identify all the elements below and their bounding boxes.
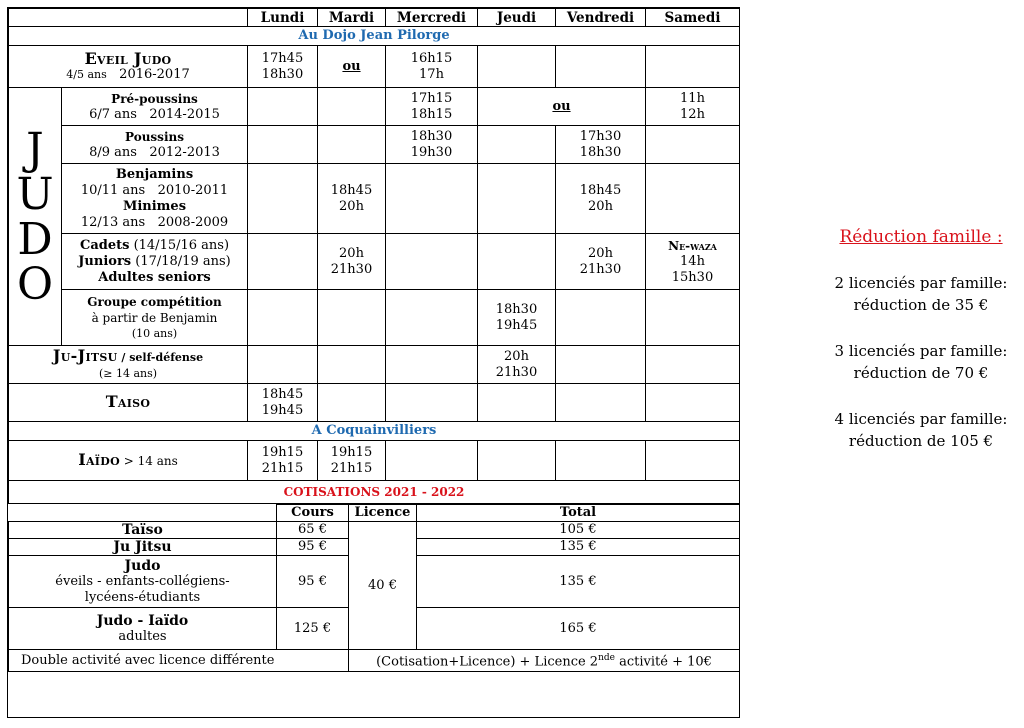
prepoussins-mardi — [318, 88, 386, 126]
competition-label — [62, 290, 248, 346]
minimes-name: Minimes — [122, 198, 187, 214]
competition-mardi — [318, 290, 386, 346]
benjamins-vendredi-end: 20h — [588, 198, 613, 214]
header-blank — [9, 9, 248, 27]
eveil-or: ou — [342, 58, 361, 74]
cadets-mardi — [318, 234, 386, 290]
cadets-name: Cadets — [79, 237, 130, 253]
minimes-age: 12/13 ans — [80, 214, 146, 230]
newaza-start: 14h — [680, 253, 705, 269]
iaido-samedi — [646, 441, 740, 481]
reduction-item-2 — [818, 272, 1024, 316]
fees-col-cours: Cours — [277, 505, 349, 522]
taiso-jeudi — [478, 384, 556, 422]
taiso-mercredi — [386, 384, 478, 422]
eveil-years: 2016-2017 — [119, 66, 190, 82]
family-reduction — [818, 226, 1024, 476]
poussins-vendredi-end: 18h30 — [579, 144, 622, 160]
poussins-jeudi — [478, 126, 556, 164]
newaza-end: 15h30 — [671, 269, 714, 285]
jujitsu-vendredi — [556, 346, 646, 384]
prepoussins-label — [62, 88, 248, 126]
benjamins-age: 10/11 ans — [80, 182, 146, 198]
header-mercredi: Mercredi — [386, 9, 478, 27]
prepoussins-name: Pré-poussins — [111, 91, 198, 106]
iaido-mardi-start: 19h15 — [330, 444, 373, 460]
fees-table — [8, 504, 740, 672]
fees-judo-total: 135 € — [417, 556, 740, 608]
prepoussins-samedi-start: 11h — [680, 90, 705, 106]
reduction-3-line1: 3 licenciés par famille: — [834, 342, 1008, 360]
fees-licence: 40 € — [349, 522, 417, 650]
poussins-vendredi — [556, 126, 646, 164]
fees-row-taiso — [9, 522, 740, 539]
location-coquainvilliers: A Coquainvilliers — [9, 422, 740, 441]
jujitsu-samedi — [646, 346, 740, 384]
eveil-label — [9, 46, 248, 88]
cadets-mardi-end: 21h30 — [330, 261, 373, 277]
header-vendredi: Vendredi — [556, 9, 646, 27]
iaido-lundi-end: 21h15 — [261, 460, 304, 476]
competition-lundi — [248, 290, 318, 346]
jujitsu-age: (≥ 14 ans) — [98, 366, 158, 380]
cadets-mercredi — [386, 234, 478, 290]
poussins-mardi — [318, 126, 386, 164]
judo-vertical-label — [9, 88, 62, 346]
prepoussins-samedi-end: 12h — [680, 106, 705, 122]
benjamins-mardi-start: 18h45 — [330, 182, 373, 198]
fees-double-label: Double activité avec licence différente — [9, 650, 349, 672]
prepoussins-years: 2014-2015 — [149, 106, 220, 122]
taiso-lundi — [248, 384, 318, 422]
fees-taiso-total: 105 € — [417, 522, 740, 539]
reduction-item-4 — [818, 408, 1024, 452]
jujitsu-jeudi-start: 20h — [504, 348, 529, 364]
competition-jeudi-start: 18h30 — [495, 301, 538, 317]
benjamins-mardi-end: 20h — [339, 198, 364, 214]
row-competition — [9, 290, 740, 346]
cadets-vendredi — [556, 234, 646, 290]
fees-header-blank — [9, 505, 277, 522]
competition-mercredi — [386, 290, 478, 346]
judo-letter-d: D — [17, 213, 53, 265]
eveil-mercredi-end: 17h — [419, 66, 444, 82]
minimes-years: 2008-2009 — [157, 214, 229, 230]
cadets-label — [62, 234, 248, 290]
iaido-vendredi — [556, 441, 646, 481]
jujitsu-sub: / self-défense — [117, 350, 204, 364]
eveil-lundi — [248, 46, 318, 88]
taiso-samedi — [646, 384, 740, 422]
header-samedi: Samedi — [646, 9, 740, 27]
taiso-vendredi — [556, 384, 646, 422]
prepoussins-lundi — [248, 88, 318, 126]
header-jeudi: Jeudi — [478, 9, 556, 27]
fees-double-formula-sup: nde — [598, 653, 615, 664]
iaido-mardi — [318, 441, 386, 481]
poussins-lundi — [248, 126, 318, 164]
jujitsu-mardi — [318, 346, 386, 384]
eveil-mercredi — [386, 46, 478, 88]
fees-judo-iaido-cours: 125 € — [277, 608, 349, 650]
header-lundi: Lundi — [248, 9, 318, 27]
prepoussins-age: 6/7 ans — [89, 106, 137, 122]
newaza-title: Ne-waza — [668, 238, 717, 253]
reduction-2-line1: 2 licenciés par famille: — [834, 274, 1008, 292]
cadets-mardi-start: 20h — [339, 245, 364, 261]
fees-judo-cours: 95 € — [277, 556, 349, 608]
reduction-3-line2: réduction de 70 € — [853, 364, 989, 382]
juniors-name: Juniors — [78, 253, 132, 269]
competition-jeudi — [478, 290, 556, 346]
judo-letter-u: U — [16, 168, 54, 220]
fees-taiso-cours: 65 € — [277, 522, 349, 539]
taiso-lundi-end: 19h45 — [261, 402, 304, 418]
reduction-title: Réduction famille : — [839, 227, 1003, 247]
competition-jeudi-end: 19h45 — [495, 317, 538, 333]
taiso-name: Taiso — [105, 391, 151, 411]
iaido-lundi-start: 19h15 — [261, 444, 304, 460]
benjamins-mardi — [318, 164, 386, 234]
benjamins-vendredi-start: 18h45 — [579, 182, 622, 198]
juniors-age: (17/18/19 ans) — [131, 253, 231, 269]
poussins-mercredi-end: 19h30 — [410, 144, 453, 160]
cotisations-title: COTISATIONS 2021 - 2022 — [9, 481, 740, 504]
benjamins-name: Benjamins — [115, 166, 194, 182]
fees-taiso-name: Taïso — [9, 522, 277, 539]
prepoussins-mercredi-start: 17h15 — [410, 90, 453, 106]
fees-judo-label — [9, 556, 277, 608]
jujitsu-label — [9, 346, 248, 384]
header-row — [9, 9, 740, 27]
fees-judo-iaido-sub: adultes — [118, 628, 167, 644]
eveil-samedi — [646, 46, 740, 88]
cadets-lundi — [248, 234, 318, 290]
reduction-4-line1: 4 licenciés par famille: — [834, 410, 1008, 428]
competition-age: (10 ans) — [131, 326, 178, 340]
prepoussins-mercredi-end: 18h15 — [410, 106, 453, 122]
benjamins-label — [62, 164, 248, 234]
fees-jujitsu-cours: 95 € — [277, 539, 349, 556]
row-eveil — [9, 46, 740, 88]
schedule-table — [8, 8, 740, 504]
prepoussins-jeudi-vendredi — [478, 88, 646, 126]
poussins-mercredi — [386, 126, 478, 164]
eveil-mercredi-start: 16h15 — [410, 50, 453, 66]
prepoussins-samedi — [646, 88, 740, 126]
eveil-lundi-end: 18h30 — [261, 66, 304, 82]
fees-double-formula-post: activité + 10€ — [614, 654, 712, 670]
fees-judo-name: Judo — [124, 557, 161, 574]
eveil-name: Eveil Judo — [84, 48, 172, 68]
fees-col-total: Total — [417, 505, 740, 522]
competition-sub: à partir de Benjamin — [91, 310, 218, 325]
benjamins-lundi — [248, 164, 318, 234]
cadets-samedi — [646, 234, 740, 290]
benjamins-vendredi — [556, 164, 646, 234]
jujitsu-lundi — [248, 346, 318, 384]
fees-double-formula-pre: (Cotisation+Licence) + Licence 2 — [376, 654, 599, 670]
competition-vendredi — [556, 290, 646, 346]
taiso-lundi-start: 18h45 — [261, 386, 304, 402]
header-mardi: Mardi — [318, 9, 386, 27]
jujitsu-jeudi — [478, 346, 556, 384]
competition-name: Groupe compétition — [87, 294, 222, 309]
poussins-name: Poussins — [125, 129, 184, 144]
jujitsu-jeudi-end: 21h30 — [495, 364, 538, 380]
cadets-vendredi-start: 20h — [588, 245, 613, 261]
row-iaido — [9, 441, 740, 481]
row-benjamins — [9, 164, 740, 234]
prepoussins-or: ou — [552, 98, 571, 114]
reduction-4-line2: réduction de 105 € — [848, 432, 994, 450]
fees-judo-sub: éveils - enfants-collégiens-lycéens-étudiants — [55, 573, 230, 605]
poussins-samedi — [646, 126, 740, 164]
reduction-2-line2: réduction de 35 € — [853, 296, 989, 314]
cadets-jeudi — [478, 234, 556, 290]
poussins-age: 8/9 ans — [89, 144, 137, 160]
iaido-lundi — [248, 441, 318, 481]
iaido-mercredi — [386, 441, 478, 481]
row-poussins — [9, 126, 740, 164]
eveil-age: 4/5 ans — [66, 67, 107, 81]
fees-col-licence: Licence — [349, 505, 417, 522]
iaido-label — [9, 441, 248, 481]
cadets-age: (14/15/16 ans) — [129, 237, 230, 253]
jujitsu-name: Ju-Jitsu — [52, 345, 118, 365]
cadets-vendredi-end: 21h30 — [579, 261, 622, 277]
judo-letter-j: J — [26, 123, 44, 175]
poussins-years: 2012-2013 — [149, 144, 220, 160]
fees-judo-iaido-total: 165 € — [417, 608, 740, 650]
taiso-label — [9, 384, 248, 422]
fees-judo-iaido-name: Judo - Iaïdo — [96, 612, 189, 629]
iaido-jeudi — [478, 441, 556, 481]
competition-samedi — [646, 290, 740, 346]
benjamins-jeudi — [478, 164, 556, 234]
poussins-vendredi-start: 17h30 — [579, 128, 622, 144]
prepoussins-mercredi — [386, 88, 478, 126]
reduction-item-3 — [818, 340, 1024, 384]
eveil-lundi-start: 17h45 — [261, 50, 304, 66]
row-prepoussins — [9, 88, 740, 126]
eveil-jeudi — [478, 46, 556, 88]
benjamins-years: 2010-2011 — [157, 182, 229, 198]
iaido-name: Iaïdo — [78, 449, 120, 469]
jujitsu-mercredi — [386, 346, 478, 384]
benjamins-samedi — [646, 164, 740, 234]
iaido-mardi-end: 21h15 — [330, 460, 373, 476]
poussins-mercredi-start: 18h30 — [410, 128, 453, 144]
fees-row-double — [9, 650, 740, 672]
fees-jujitsu-name: Ju Jitsu — [9, 539, 277, 556]
poussins-label — [62, 126, 248, 164]
fees-header-row — [9, 505, 740, 522]
schedule-sheet — [7, 7, 740, 718]
row-taiso — [9, 384, 740, 422]
row-jujitsu — [9, 346, 740, 384]
fees-jujitsu-total: 135 € — [417, 539, 740, 556]
benjamins-mercredi — [386, 164, 478, 234]
location-dojo: Au Dojo Jean Pilorge — [9, 27, 740, 46]
taiso-mardi — [318, 384, 386, 422]
iaido-age: > 14 ans — [119, 453, 178, 468]
adultes-name: Adultes seniors — [98, 269, 211, 285]
fees-double-formula — [349, 650, 740, 672]
row-cadets — [9, 234, 740, 290]
fees-judo-iaido-label — [9, 608, 277, 650]
eveil-mardi — [318, 46, 386, 88]
eveil-vendredi — [556, 46, 646, 88]
judo-letter-o: O — [16, 258, 54, 310]
